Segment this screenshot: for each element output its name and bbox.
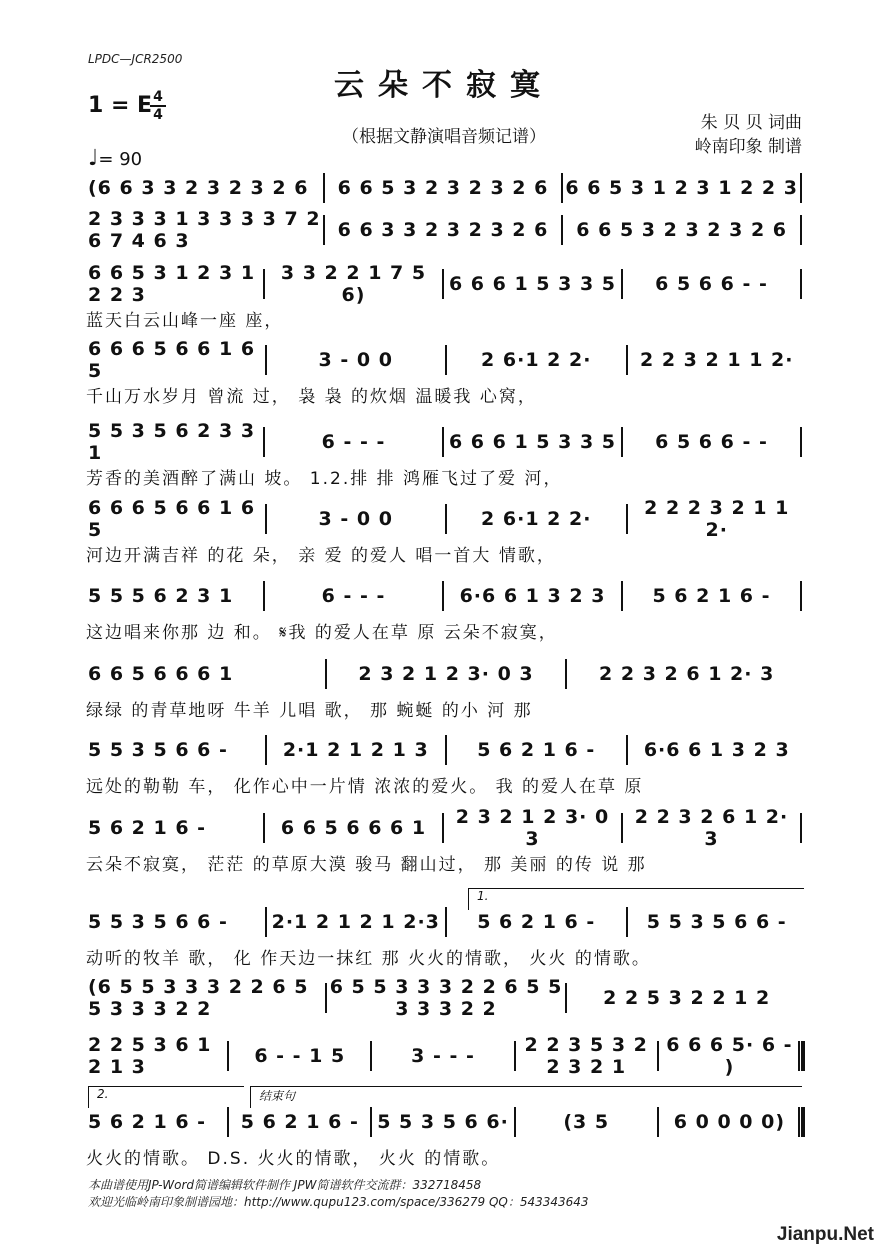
- measure: 5 6 2 1 6 -: [652, 585, 771, 607]
- measure: (6 6 3 3 2 3 2 3 2 6: [88, 177, 309, 199]
- barline-stroke: [442, 269, 444, 299]
- measure: 6 6 6 1 5 3 3 5: [448, 431, 617, 453]
- measure: 5 6 2 1 6 -: [88, 1111, 207, 1133]
- notation-system: [86, 1034, 804, 1078]
- song-subtitle: （根据文静演唱音频记谱）: [342, 127, 546, 147]
- barline: [798, 269, 804, 299]
- meter-top: 4: [153, 89, 163, 105]
- measure: 6 6 6 5· 6 - ): [666, 1034, 793, 1078]
- footer-website-note: 欢迎光临岭南印象制谱园地：http://www.qupu123.com/space/336279 QQ：543343643: [88, 1195, 589, 1209]
- barline: [798, 813, 804, 843]
- notation-system: [86, 338, 804, 382]
- notation-system: [86, 166, 804, 210]
- barline-stroke: [800, 215, 802, 245]
- lyrics-line: 绿绿 的青草地呀 牛羊 儿唱 歌， 那 蜿蜒 的小 河 那: [86, 701, 533, 721]
- barline-stroke: [370, 1107, 372, 1137]
- barline-stroke: [263, 427, 265, 457]
- measure: 6 6 3 3 2 3 2 3 2 6: [337, 219, 549, 241]
- score-code: LPDC—JCR2500: [88, 52, 183, 66]
- barline-stroke: [621, 581, 623, 611]
- barline: [798, 1107, 804, 1137]
- measure: 6 0 0 0 0): [673, 1111, 786, 1133]
- measure: 5 5 3 5 6 2 3 3 1: [88, 420, 256, 464]
- measure: 3 3 2 2 1 7 5 6): [280, 262, 427, 306]
- measure: 2 2 5 3 2 2 1 2: [603, 987, 771, 1009]
- first-ending-bracket: [468, 888, 804, 910]
- barline-stroke: [445, 345, 447, 375]
- measure: 6 6 5 3 1 2 3 1 2 2 3: [565, 177, 798, 199]
- measure: 6 6 5 3 2 3 2 3 2 6: [576, 219, 788, 241]
- second-ending-bracket: [88, 1086, 244, 1108]
- lyrics-line: 这边唱来你那 边 和。 𝄋我 的爱人在草 原 云朵不寂寞，: [86, 623, 558, 643]
- barline-stroke: [561, 215, 563, 245]
- barline-stroke: [626, 345, 628, 375]
- repeat-end-barline: [798, 1041, 805, 1071]
- barline-stroke: [263, 269, 265, 299]
- barline-stroke: [227, 1107, 229, 1137]
- barline-stroke: [325, 659, 327, 689]
- measure: 5 6 2 1 6 -: [240, 1111, 359, 1133]
- lyrics-line: 火火的情歌。 D.S. 火火的情歌， 火火 的情歌。: [86, 1149, 501, 1169]
- measure: 6 6 5 3 1 2 3 1 2 2 3: [88, 262, 256, 306]
- quarter-note-icon: ♩: [88, 146, 99, 171]
- measure: 2 6·1 2 2·: [481, 508, 592, 530]
- meter-bottom: 4: [153, 107, 163, 123]
- barline: [798, 427, 804, 457]
- notation-system: [86, 497, 804, 541]
- lyrics-line: 动听的牧羊 歌， 化 作天边一抹红 那 火火的情歌， 火火 的情歌。: [86, 949, 651, 969]
- barline-stroke: [565, 983, 567, 1013]
- time-signature: [150, 90, 166, 122]
- measure: 6 - - -: [321, 585, 386, 607]
- barline: [798, 215, 804, 245]
- measure: 5 5 3 5 6 6·: [377, 1111, 509, 1133]
- barline-stroke: [323, 215, 325, 245]
- measure: 2 2 5 3 6 1 2 1 3: [88, 1034, 212, 1078]
- barline-stroke: [657, 1041, 659, 1071]
- barline-stroke: [800, 269, 802, 299]
- barline-stroke: [325, 983, 327, 1013]
- barline-stroke: [626, 735, 628, 765]
- measure: 6 6 6 1 5 3 3 5: [448, 273, 617, 295]
- measure: 5 5 3 5 6 6 -: [88, 739, 228, 761]
- barline-stroke: [514, 1041, 516, 1071]
- measure: 5 5 5 6 2 3 1: [88, 585, 234, 607]
- lyrics-line: 芳香的美酒醉了满山 坡。 1.2.排 排 鸿雁飞过了爱 河，: [86, 469, 563, 489]
- measure: 6 - - -: [321, 431, 386, 453]
- notation-system: [86, 652, 804, 696]
- measure: 6 - - 1 5: [254, 1045, 346, 1067]
- lyrics-line: 云朵不寂寞， 茫茫 的草原大漠 骏马 翻山过， 那 美丽 的传 说 那: [86, 855, 647, 875]
- barline-stroke: [265, 907, 267, 937]
- site-watermark: Jianpu.Net: [776, 1224, 874, 1245]
- barline-stroke: [323, 173, 325, 203]
- measure: 2 2 2 3 2 1 1 2·: [644, 497, 790, 541]
- measure: 2 3 2 1 2 3· 0 3: [455, 806, 610, 850]
- measure: 3 - 0 0: [318, 349, 393, 371]
- measure: 6·6 6 1 3 2 3: [643, 739, 790, 761]
- measure: 6·6 6 1 3 2 3: [459, 585, 606, 607]
- barline-stroke: [514, 1107, 516, 1137]
- barline-stroke: [442, 581, 444, 611]
- first-ending-label: 1.: [477, 889, 489, 903]
- barline-stroke: [657, 1107, 659, 1137]
- barline: [798, 1041, 804, 1071]
- barline: [798, 173, 804, 203]
- barline-stroke: [800, 813, 802, 843]
- measure: 6 6 6 5 6 6 1 6 5: [88, 338, 256, 382]
- barline-stroke: [265, 735, 267, 765]
- barline-stroke: [621, 427, 623, 457]
- notation-system: [86, 976, 804, 1020]
- measure: 2 3 3 3 1 3 3 3 3 7 2 6 7 4 6 3: [88, 208, 321, 252]
- lyrics-line: 河边开满吉祥 的花 朵， 亲 爱 的爱人 唱一首大 情歌，: [86, 546, 556, 566]
- lyrics-line: 千山万水岁月 曾流 过， 袅 袅 的炊烟 温暖我 心窝，: [86, 387, 537, 407]
- barline-stroke: [442, 813, 444, 843]
- measure: 6 6 6 5 6 6 1 6 5: [88, 497, 256, 541]
- measure: 5 5 3 5 6 6 -: [646, 911, 787, 933]
- barline-stroke: [265, 345, 267, 375]
- credit-composer: 朱 贝 贝 词曲: [700, 113, 802, 133]
- barline-stroke: [561, 173, 563, 203]
- barline-stroke: [621, 813, 623, 843]
- barline-stroke: [565, 659, 567, 689]
- measure: (3 5: [563, 1111, 610, 1133]
- song-title: 云朵不寂寞: [334, 68, 554, 103]
- barline-stroke: [263, 813, 265, 843]
- barline-stroke: [445, 504, 447, 534]
- notation-system: [86, 208, 804, 252]
- final-barline: [798, 1107, 805, 1137]
- barline-stroke: [442, 427, 444, 457]
- measure: 2 2 3 5 3 2 2 3 2 1: [524, 1034, 648, 1078]
- measure: 6 6 5 6 6 6 1: [88, 663, 234, 685]
- measure: 2 2 3 2 6 1 2· 3: [599, 663, 775, 685]
- measure: 5 6 2 1 6 -: [88, 817, 207, 839]
- barline-stroke: [370, 1041, 372, 1071]
- tempo-value: = 90: [98, 149, 143, 170]
- measure: 2·1 2 1 2 1 2·3: [271, 911, 440, 933]
- notation-system: [86, 728, 804, 772]
- notation-system: [86, 262, 804, 306]
- measure: 2 3 2 1 2 3· 0 3: [358, 663, 534, 685]
- barline-stroke: [265, 504, 267, 534]
- measure: 2 6·1 2 2·: [481, 349, 592, 371]
- measure: 6 5 5 3 3 3 2 2 6 5 5 3 3 3 2 2: [329, 976, 563, 1020]
- measure: 3 - 0 0: [318, 508, 393, 530]
- notation-system: [86, 574, 804, 618]
- notation-system: [86, 806, 804, 850]
- measure: 6 5 6 6 - -: [655, 431, 768, 453]
- measure: 3 - - -: [411, 1045, 475, 1067]
- key-signature: 1 = E: [88, 93, 153, 118]
- lyrics-line: 远处的勒勒 车， 化作心中一片情 浓浓的爱火。 我 的爱人在草 原: [86, 777, 644, 797]
- barline-stroke: [800, 427, 802, 457]
- measure: 2·1 2 1 2 1 3: [282, 739, 429, 761]
- barline-stroke: [227, 1041, 229, 1071]
- credit-arranger: 岭南印象 制谱: [694, 137, 802, 157]
- barline-stroke: [800, 581, 802, 611]
- barline-stroke: [626, 907, 628, 937]
- measure: 6 6 5 3 2 3 2 3 2 6: [337, 177, 549, 199]
- barline-stroke: [445, 735, 447, 765]
- barline-stroke: [621, 269, 623, 299]
- coda-label: 结束句: [259, 1089, 296, 1103]
- coda-bracket: [250, 1086, 802, 1108]
- measure: (6 5 5 3 3 3 2 2 6 5 5 3 3 3 2 2: [88, 976, 309, 1020]
- lyrics-line: 蓝天白云山峰一座 座，: [86, 311, 284, 331]
- measure: 5 6 2 1 6 -: [477, 739, 596, 761]
- measure: 2 2 3 2 6 1 2· 3: [634, 806, 789, 850]
- notation-system: [86, 420, 804, 464]
- measure: 6 5 6 6 - -: [655, 273, 768, 295]
- measure: 5 5 3 5 6 6 -: [88, 911, 228, 933]
- footer-software-note: 本曲谱使用JP-Word简谱编辑软件制作 JPW简谱软件交流群：332718458: [88, 1178, 482, 1192]
- measure: 2 2 3 2 1 1 2·: [640, 349, 794, 371]
- barline-stroke: [445, 907, 447, 937]
- measure: 5 6 2 1 6 -: [477, 911, 596, 933]
- barline-stroke: [263, 581, 265, 611]
- barline-stroke: [626, 504, 628, 534]
- measure: 6 6 5 6 6 6 1: [280, 817, 427, 839]
- barline: [798, 581, 804, 611]
- barline-stroke: [800, 173, 802, 203]
- second-ending-label: 2.: [97, 1087, 109, 1101]
